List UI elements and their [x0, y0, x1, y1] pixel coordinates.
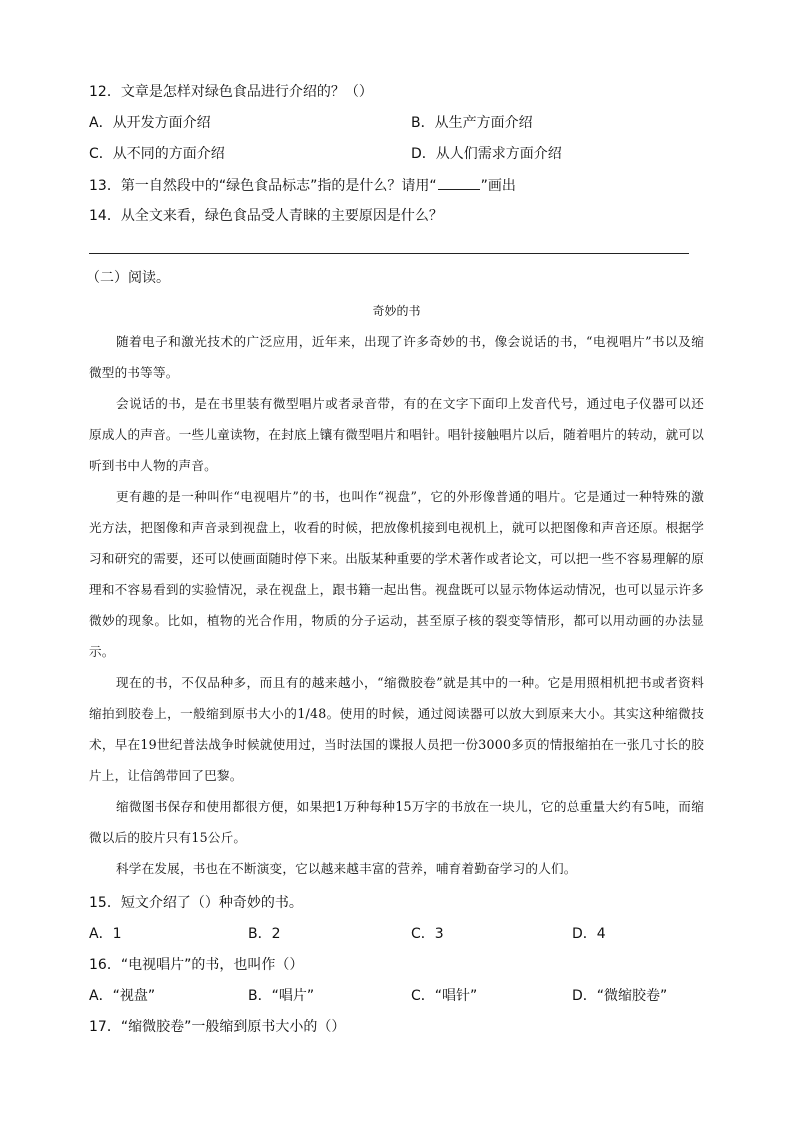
question-16: 16．“电视唱片”的书，也叫作（） [89, 957, 304, 973]
question-13-text-after: ”画出 [480, 178, 516, 194]
question-16-option-d: D．“微缩胶卷” [572, 988, 668, 1004]
question-16-option-a: A．“视盘” [89, 988, 156, 1004]
question-12-option-a: A．从开发方面介绍 [89, 115, 211, 131]
passage-paragraph-1: 随着电子和激光技术的广泛应用，近年来，出现了许多奇妙的书，像会说话的书，“电视唱片”书以及缩微型的书等等。 [89, 334, 704, 380]
question-12: 12．文章是怎样对绿色食品进行介绍的？（） [89, 84, 373, 100]
section-2-heading: （二）阅读。 [86, 270, 170, 286]
question-13 [89, 175, 516, 196]
passage-paragraph-3: 更有趣的是一种叫作“电视唱片”的书，也叫作“视盘”，它的外形像普通的唱片。它是通过一种特殊的激光方法，把图像和声音录到视盘上，收看的时候，把放像机接到电视机上，就可以把图像和声音还原。根据学习和研究的需要，还可以使画面随时停下来。出版某种重要的学术著作或者论文，可以把一些不容易理解的原理和不容易看到的实验情况，录在视盘上，跟书籍一起出售。视盘既可以显示物体运动情况，也可以显示许多微妙的现象。比如，植物的光合作用，物质的分子运动，甚至原子核的裂变等情形，都可以用动画的办法显示。 [89, 489, 704, 659]
question-15-option-c: C．3 [411, 926, 444, 942]
question-12-option-b: B．从生产方面介绍 [411, 115, 533, 131]
question-13-text-before: 13．第一自然段中的“绿色食品标志”指的是什么？请用“ [89, 178, 437, 194]
passage-paragraph-2: 会说话的书，是在书里装有微型唱片或者录音带，有的在文字下面印上发音代号，通过电子仪器可以还原成人的声音。一些儿童读物，在封底上镶有微型唱片和唱针。唱针接触唱片以后，随着唱片的转动，就可以听到书中人物的声音。 [89, 396, 704, 473]
question-15-option-a: A．1 [89, 926, 122, 942]
question-17: 17．“缩微胶卷”一般缩到原书大小的（） [89, 1019, 346, 1035]
passage-paragraph-5: 缩微图书保存和使用都很方便，如果把1万种每种15万字的书放在一块儿，它的总重量大约有5吨，而缩微以后的胶片只有15公斤。 [89, 799, 704, 845]
question-15-option-b: B．2 [248, 926, 281, 942]
underline-blank [438, 175, 480, 190]
question-16-option-b: B．“唱片” [248, 988, 315, 1004]
answer-line [89, 253, 689, 254]
question-12-option-c: C．从不同的方面介绍 [89, 146, 225, 162]
passage-paragraph-4: 现在的书，不仅品种多，而且有的越来越小，“缩微胶卷”就是其中的一种。它是用照相机把书或者资料缩拍到胶卷上，一般缩到原书大小的1/48。使用的时候，通过阅读器可以放大到原来大小。其实这种缩微技术，早在19世纪普法战争时候就使用过，当时法国的谍报人员把一份3000多页的情报缩拍在一张几寸长的胶片上，让信鸽带回了巴黎。 [89, 675, 704, 783]
question-14: 14．从全文来看，绿色食品受人青睐的主要原因是什么？ [89, 208, 443, 224]
question-15-option-d: D．4 [572, 926, 606, 942]
question-16-option-c: C．“唱针” [411, 988, 478, 1004]
passage-paragraph-6: 科学在发展，书也在不断演变，它以越来越丰富的营养，哺育着勤奋学习的人们。 [116, 861, 577, 876]
passage-title: 奇妙的书 [372, 304, 421, 318]
question-15: 15．短文介绍了（）种奇妙的书。 [89, 895, 303, 911]
question-12-option-d: D．从人们需求方面介绍 [411, 146, 562, 162]
